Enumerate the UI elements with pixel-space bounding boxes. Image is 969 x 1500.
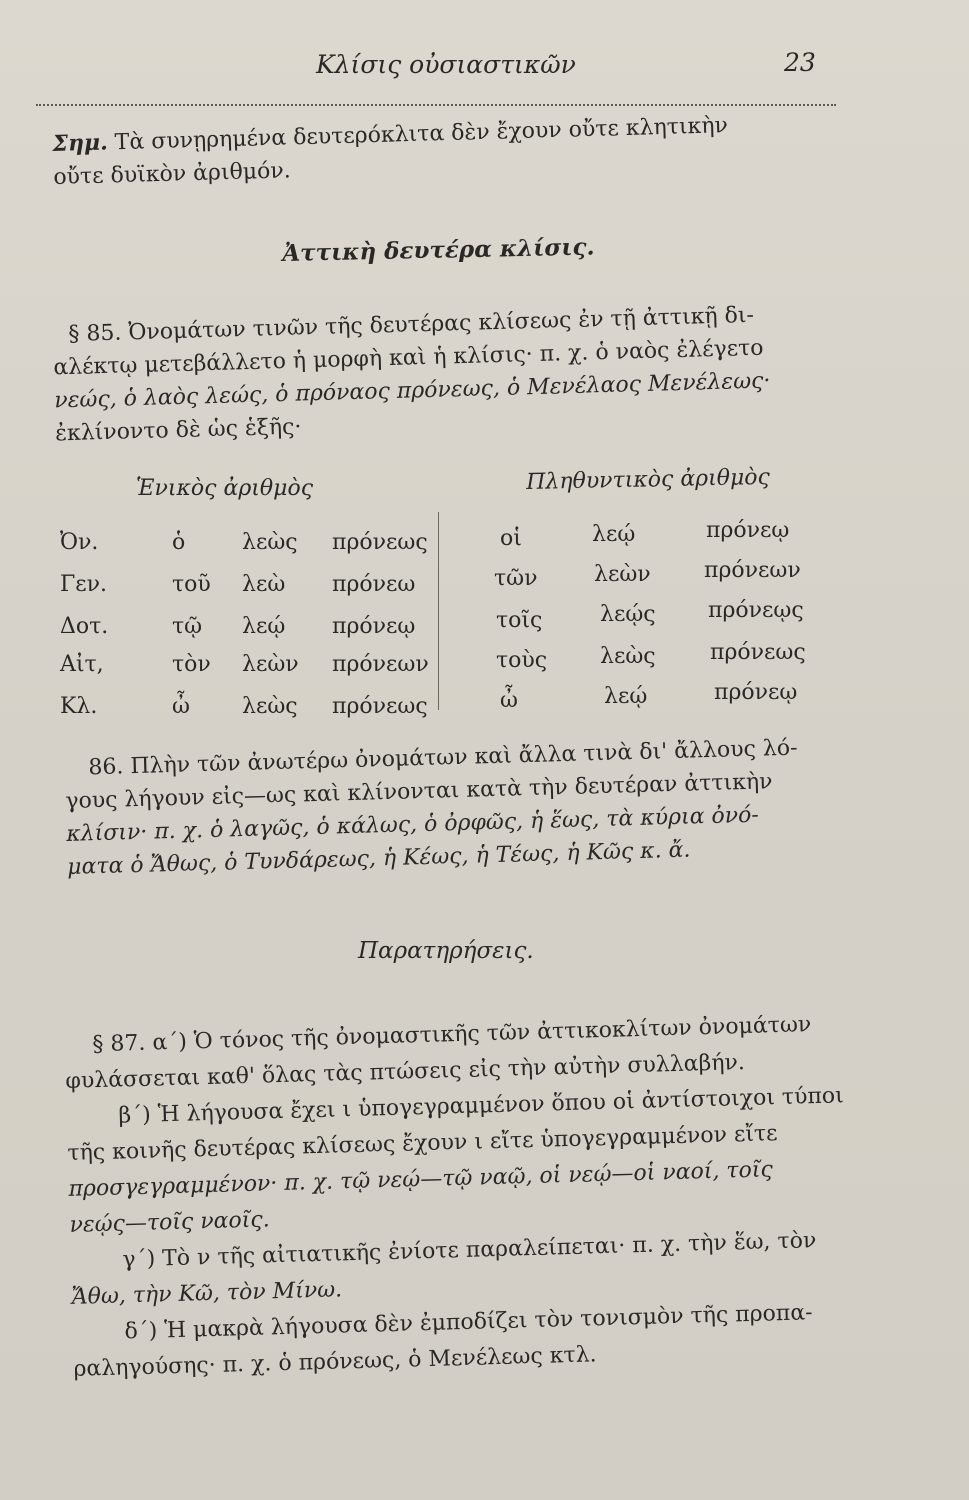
plural-article: τοὺς	[496, 648, 548, 673]
singular-case: Δοτ.	[60, 614, 109, 639]
para-85-line: νεώς, ὁ λαὸς λεώς, ὁ πρόναος πρόνεως, ὁ Μενέλαος Μενέλεως·	[53, 368, 771, 414]
singular-word: πρόνεως	[332, 694, 428, 719]
plural-word: πρόνεων	[704, 558, 801, 583]
para-87-line: τῆς κοινῆς δευτέρας κλίσεως ἔχουν ι εἴτε ὑπογεγραμμένον εἴτε	[67, 1121, 778, 1166]
singular-word: λεὼ	[242, 572, 286, 597]
para-87-line: δ΄) Ἡ μακρὰ λήγουσα δὲν ἐμποδίζει τὸν τονισμὸν τῆς προπα-	[124, 1300, 813, 1345]
singular-heading: Ἑνικὸς ἀριθμὸς	[136, 476, 314, 501]
section-heading: Ἀττικὴ δευτέρα κλίσις.	[282, 233, 595, 267]
plural-word: λεῴ	[604, 684, 648, 709]
para-85-line: § 85. Ὀνομάτων τινῶν τῆς δευτέρας κλίσεως ἐν τῇ ἀττικῇ δι-	[68, 302, 755, 347]
plural-word: πρόνεῳς	[708, 598, 804, 623]
singular-word: λεῴ	[242, 614, 286, 639]
singular-article: τὸν	[172, 652, 211, 677]
para-87-line: ραληγούσης· π. χ. ὁ πρόνεως, ὁ Μενέλεως κτλ.	[73, 1342, 597, 1382]
singular-article: τῷ	[172, 614, 203, 639]
singular-case: Ὀν.	[60, 530, 99, 555]
singular-article: ὦ	[172, 694, 190, 719]
plural-article: οἱ	[500, 526, 522, 551]
para-85-line: ἐκλίνοντο δὲ ὡς ἑξῆς·	[54, 414, 302, 447]
plural-word: λεὼν	[594, 562, 651, 587]
para-87-line: § 87. α΄) Ὁ τόνος τῆς ὀνομαστικῆς τῶν ἀττικοκλίτων ὀνομάτων	[92, 1012, 812, 1058]
paragraph-86	[64, 730, 847, 884]
plural-word: λεῴς	[600, 602, 656, 627]
para-86-line: 86. Πλὴν τῶν ἀνωτέρω ὀνομάτων καὶ ἄλλα τινὰ δι' ἄλλους λό-	[88, 735, 798, 781]
singular-word: λεὼς	[242, 530, 298, 555]
page-number: 23	[784, 48, 816, 77]
singular-word: λεὼν	[242, 652, 299, 677]
plural-word: πρόνεως	[710, 640, 806, 665]
singular-word: πρόνεω	[332, 572, 416, 597]
singular-word: λεὼς	[242, 694, 298, 719]
plural-word: πρόνεῳ	[714, 680, 798, 705]
para-87-line: προσγεγραμμένον· π. χ. τῷ νεῴ—τῷ ναῷ, οἱ νεῴ—οἱ ναοί, τοῖς	[68, 1157, 774, 1202]
note-line-2: οὔτε δυϊκὸν ἀριθμόν.	[53, 158, 291, 190]
note-label: Σημ.	[52, 129, 109, 157]
para-86-line: ματα ὁ Ἄθως, ὁ Τυνδάρεως, ἡ Κέως, ἡ Τέως, ἡ Κῶς κ. ἄ.	[66, 837, 691, 880]
para-87-line: Ἄθω, τὴν Κῶ, τὸν Μίνω.	[71, 1277, 343, 1310]
singular-article: τοῦ	[172, 572, 211, 597]
plural-heading: Πληθυντικὸς ἀριθμὸς	[526, 464, 771, 495]
para-86-line: γους λήγουν εἰς—ως καὶ κλίνονται κατὰ τὴν δευτέραν ἀττικὴν	[65, 769, 773, 814]
plural-article: ὦ	[500, 688, 518, 713]
observations-heading: Παρατηρήσεις.	[358, 938, 534, 964]
para-87-line: φυλάσσεται καθ' ὅλας τὰς πτώσεις εἰς τὴν αὐτὴν συλλαβήν.	[65, 1050, 746, 1094]
running-head-title: Κλίσις οὐσιαστικῶν	[316, 50, 576, 79]
singular-case: Γεν.	[60, 572, 108, 597]
plural-word: πρόνεῳ	[706, 518, 790, 543]
paragraph-87	[64, 1006, 864, 1388]
singular-case: Κλ.	[60, 694, 98, 719]
table-divider	[438, 512, 439, 710]
para-85-line: αλέκτῳ μετεβάλλετο ἡ μορφὴ καὶ ἡ κλίσις· π. χ. ὁ ναὸς ἐλέγετο	[53, 335, 764, 381]
singular-word: πρόνεων	[332, 652, 429, 677]
plural-article: τῶν	[494, 566, 538, 591]
singular-word: πρόνεῳ	[332, 614, 416, 639]
plural-word: λεὼς	[600, 644, 656, 669]
plural-word: λεῴ	[592, 522, 636, 547]
para-87-line: β΄) Ἡ λήγουσα ἔχει ι ὑπογεγραμμένον ὅπου οἱ ἀντίστοιχοι τύποι	[118, 1083, 845, 1129]
para-86-line: κλίσιν· π. χ. ὁ λαγῶς, ὁ κάλως, ὁ ὀρφῶς, ἡ ἕως, τὰ κύρια ὀνό-	[65, 802, 760, 847]
singular-word: πρόνεως	[332, 530, 428, 555]
note-line-1: Σημ. Τὰ συνῃρημένα δευτερόκλιτα δὲν ἔχουν οὔτε κλητικὴν	[52, 113, 729, 157]
para-87-line: νεῴς—τοῖς ναοῖς.	[69, 1207, 271, 1238]
para-87-line: γ΄) Τὸ ν τῆς αἰτιατικῆς ἐνίοτε παραλείπεται· π. χ. τὴν ἕω, τὸν	[122, 1228, 817, 1273]
singular-article: ὁ	[172, 530, 186, 555]
singular-case: Αἰτ,	[60, 652, 104, 677]
plural-article: τοῖς	[496, 608, 543, 633]
